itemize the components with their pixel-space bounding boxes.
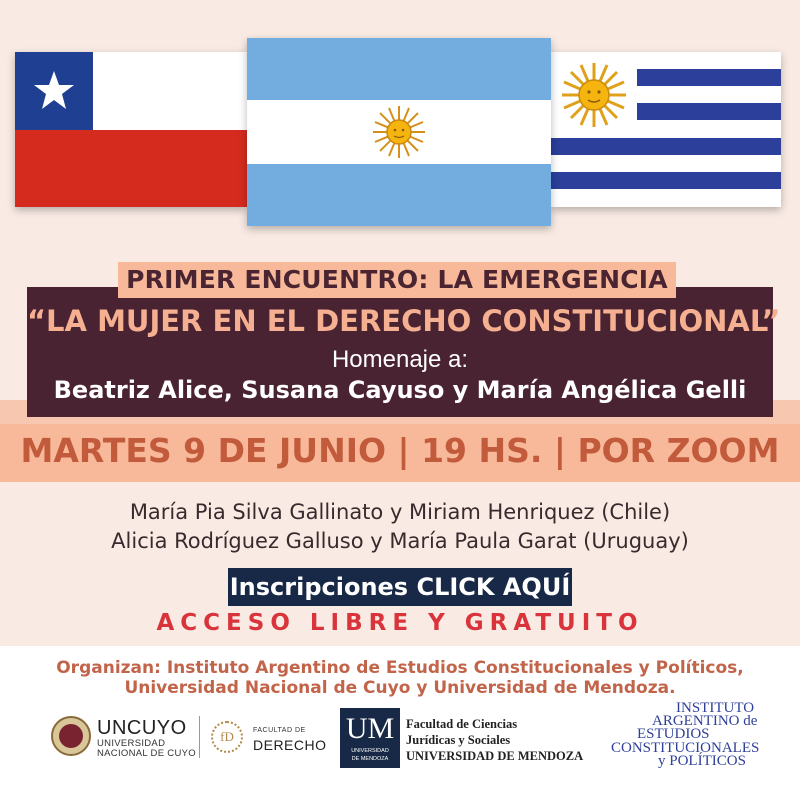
sun-of-may-icon — [560, 61, 628, 129]
fd-logo-name: DERECHO — [253, 737, 327, 753]
free-access-label: ACCESO LIBRE Y GRATUITO — [156, 610, 644, 636]
logo-divider — [199, 716, 200, 758]
uncuyo-logo-sub: NACIONAL DE CUYO — [97, 748, 196, 759]
fd-emblem-icon: fD — [211, 721, 243, 753]
um-logo-sub: UNIVERSIDAD — [351, 748, 389, 754]
iaep-logo-line: CONSTITUCIONALES — [611, 740, 760, 756]
fd-logo-small: FACULTAD DE — [253, 727, 306, 734]
honorees: Beatriz Alice, Susana Cayuso y María Angélica Gelli — [53, 376, 747, 404]
um-logo-sub: DE MENDOZA — [351, 756, 389, 762]
inscripciones-button[interactable]: Inscripciones CLICK AQUÍ — [228, 568, 572, 606]
event-date: MARTES 9 DE JUNIO | 19 HS. | POR ZOOM — [20, 431, 780, 470]
um-faculty-line: UNIVERSIDAD DE MENDOZA — [406, 749, 584, 763]
uruguay-flag-stripe — [551, 138, 781, 155]
star-icon — [32, 68, 76, 112]
um-logo-letters: UM — [345, 712, 395, 745]
iaep-logo-line: ARGENTINO de — [652, 713, 758, 729]
speakers-line: María Pia Silva Gallinato y Miriam Henriquez (Chile) — [129, 500, 671, 524]
speakers-line: Alicia Rodríguez Galluso y María Paula Garat (Uruguay) — [111, 529, 689, 553]
homenaje-label: Homenaje a: — [331, 346, 469, 373]
uruguay-flag — [551, 52, 781, 207]
organizers-line: Organizan: Instituto Argentino de Estudios Constitucionales y Políticos, — [56, 658, 744, 678]
iaep-logo-line: ESTUDIOS — [637, 726, 710, 742]
chile-flag — [15, 52, 247, 207]
argentina-flag — [247, 38, 551, 226]
event-title: “LA MUJER EN EL DERECHO CONSTITUCIONAL” — [27, 304, 781, 338]
uruguay-flag-stripe — [551, 172, 781, 189]
uncuyo-seal-icon — [51, 716, 91, 756]
iaep-logo-line: INSTITUTO — [676, 700, 755, 716]
uncuyo-logo-sub: UNIVERSIDAD — [97, 738, 166, 749]
um-faculty-line: Facultad de Ciencias — [406, 717, 518, 731]
um-logo — [340, 708, 400, 768]
event-tag: PRIMER ENCUENTRO: LA EMERGENCIA — [118, 262, 676, 298]
iaep-logo-line: y POLÍTICOS — [658, 753, 746, 769]
sun-of-may-icon — [372, 105, 426, 159]
organizers-line: Universidad Nacional de Cuyo y Universidad de Mendoza. — [124, 678, 676, 698]
um-faculty-line: Jurídicas y Sociales — [406, 733, 511, 747]
uncuyo-logo-name: UNCUYO — [97, 717, 187, 739]
